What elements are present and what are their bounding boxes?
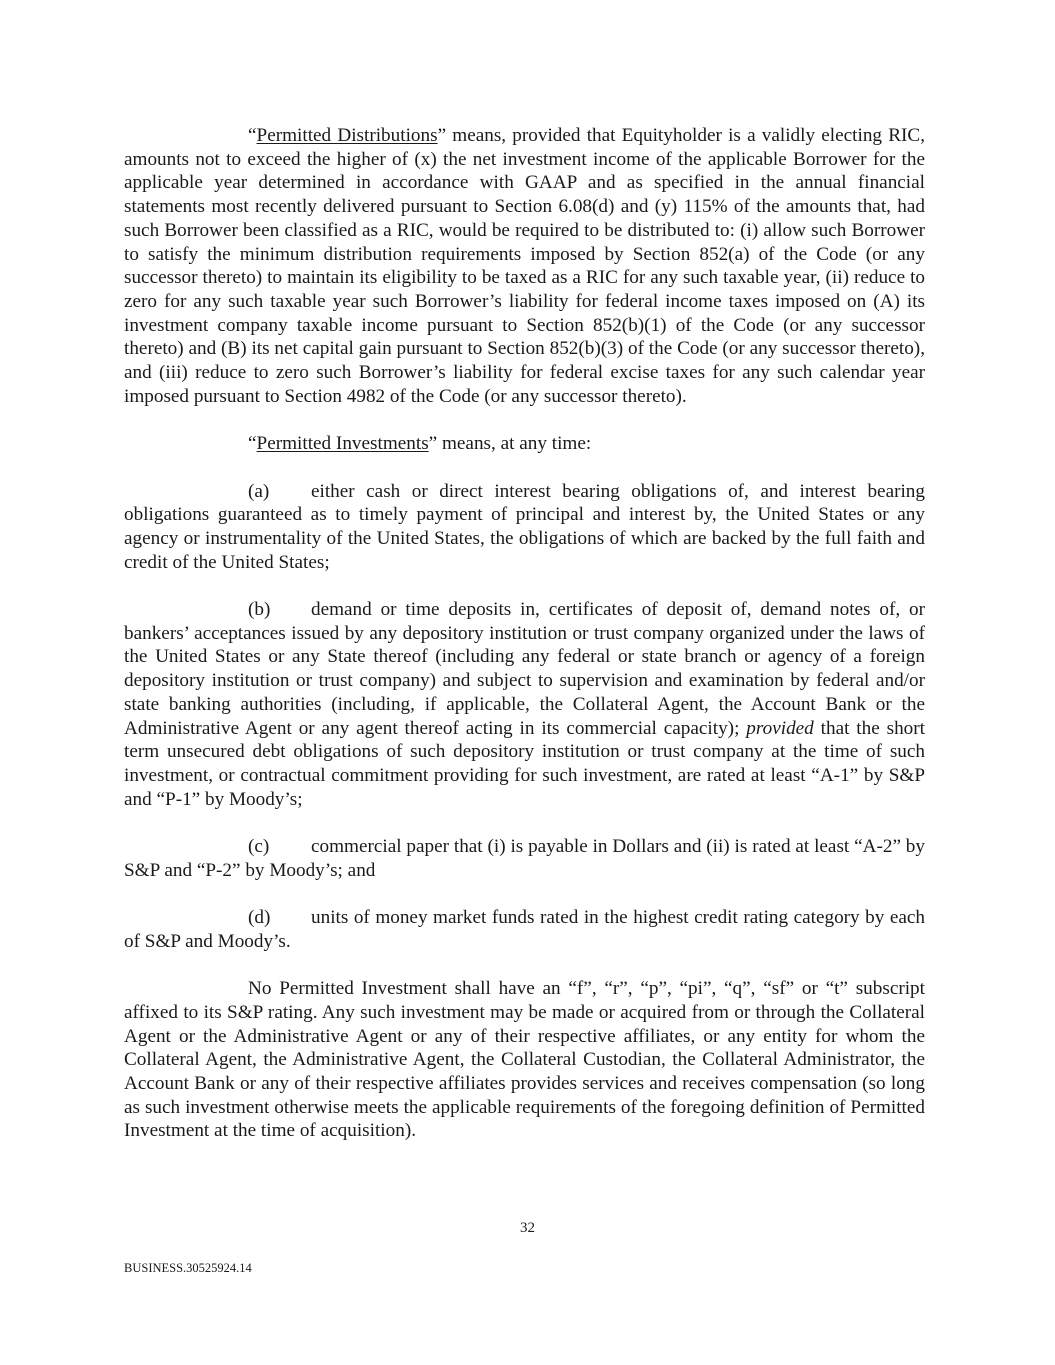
page-number: 32 — [520, 1220, 535, 1236]
item-text: commercial paper that (i) is payable in Dollars and (ii) is rated at least “A-2” by S&P and “P-2” by Moody’s; and — [124, 836, 925, 881]
item-label: (c) — [248, 836, 270, 858]
list-item-c — [124, 835, 925, 882]
defined-term: Permitted Distributions — [256, 125, 438, 146]
item-label: (d) — [248, 907, 271, 929]
item-text: that the short term unsecured debt obligations of such depository institution or trust company at the time of such investment, or contractual commitment providing for such investment, are rated at least “A-1” by S&P and “P-1” by Moody’s; — [124, 717, 925, 810]
definition-permitted-investments — [124, 432, 925, 456]
document-id: BUSINESS.30525924.14 — [124, 1261, 252, 1275]
defined-term: Permitted Investments — [256, 433, 429, 455]
list-item-a — [124, 480, 925, 575]
open-quote: “ — [248, 125, 257, 146]
list-item-d — [124, 906, 925, 953]
item-label: (b) — [248, 599, 271, 621]
definition-text: ” means, provided that Equityholder is a validly electing RIC, amounts not to exceed the higher of (x) the net investment income of the applicable Borrower for the applicable year determined in accordance with GAAP and as specified in the annual financial statements most recently delivered pursuant to Section 6.08(d) and (y) 115% of the amounts that, had such Borrower been classified as a RIC, would be required to be distributed to: (i) allow such Borrower to satisfy the minimum distribution requirements imposed by Section 852(a) of the Code (or any successor thereto) to maintain its eligibility to be taxed as a RIC for any such taxable year, (ii) reduce to zero for any such taxable year such Borrower’s liability for federal income taxes imposed on (A) its investment company taxable income pursuant to Section 852(b)(1) of the Code (or any successor thereto) and (B) its net capital gain pursuant to Section 852(b)(3) of the Code (or any successor thereto), and (iii) reduce to zero such Borrower’s liability for federal excise taxes for any such calendar year imposed pursuant to Section 4982 of the Code (or any successor thereto). — [124, 125, 925, 407]
item-text: units of money market funds rated in the highest credit rating category by each of S&P and Moody’s. — [124, 907, 925, 952]
definition-text: ” means, at any time: — [428, 433, 592, 455]
open-quote: “ — [248, 433, 257, 455]
item-text: either cash or direct interest bearing obligations of, and interest bearing obligations guaranteed as to timely payment of principal and interest by, the United States or any agency or instrumentality of the United States, the obligations of which are backed by the full faith and credit of the United States; — [124, 480, 925, 573]
item-label: (a) — [248, 480, 270, 502]
item-text: demand or time deposits in, certificates of deposit of, demand notes of, or bankers’ acceptances issued by any depository institution or trust company organized under the laws of the United States or any State thereof (including any federal or state branch or agency of a foreign depository institution or trust company) and subject to supervision and examination by federal and/or state banking authorities (including, if applicable, the Collateral Agent, the Account Bank or the Administrative Agent or any agent thereof acting in its commercial capacity); — [124, 599, 925, 739]
closing-paragraph: No Permitted Investment shall have an “f”, “r”, “p”, “pi”, “q”, “sf” or “t” subscript affixed to its S&P rating. Any such investment may be made or acquired from or through the Collateral Agent or the Administrative Agent or any of their respective affiliates, or any entity for whom the Collateral Agent, the Administrative Agent, the Collateral Custodian, the Collateral Administrator, the Account Bank or any of their respective affiliates provides services and receives compensation (so long as such investment otherwise meets the applicable requirements of the foregoing definition of Permitted Investment at the time of acquisition). — [124, 978, 925, 1142]
item-text-italic: provided — [746, 717, 814, 739]
document-body — [124, 124, 925, 1167]
definition-permitted-distributions — [124, 124, 925, 408]
list-item-b — [124, 598, 925, 811]
